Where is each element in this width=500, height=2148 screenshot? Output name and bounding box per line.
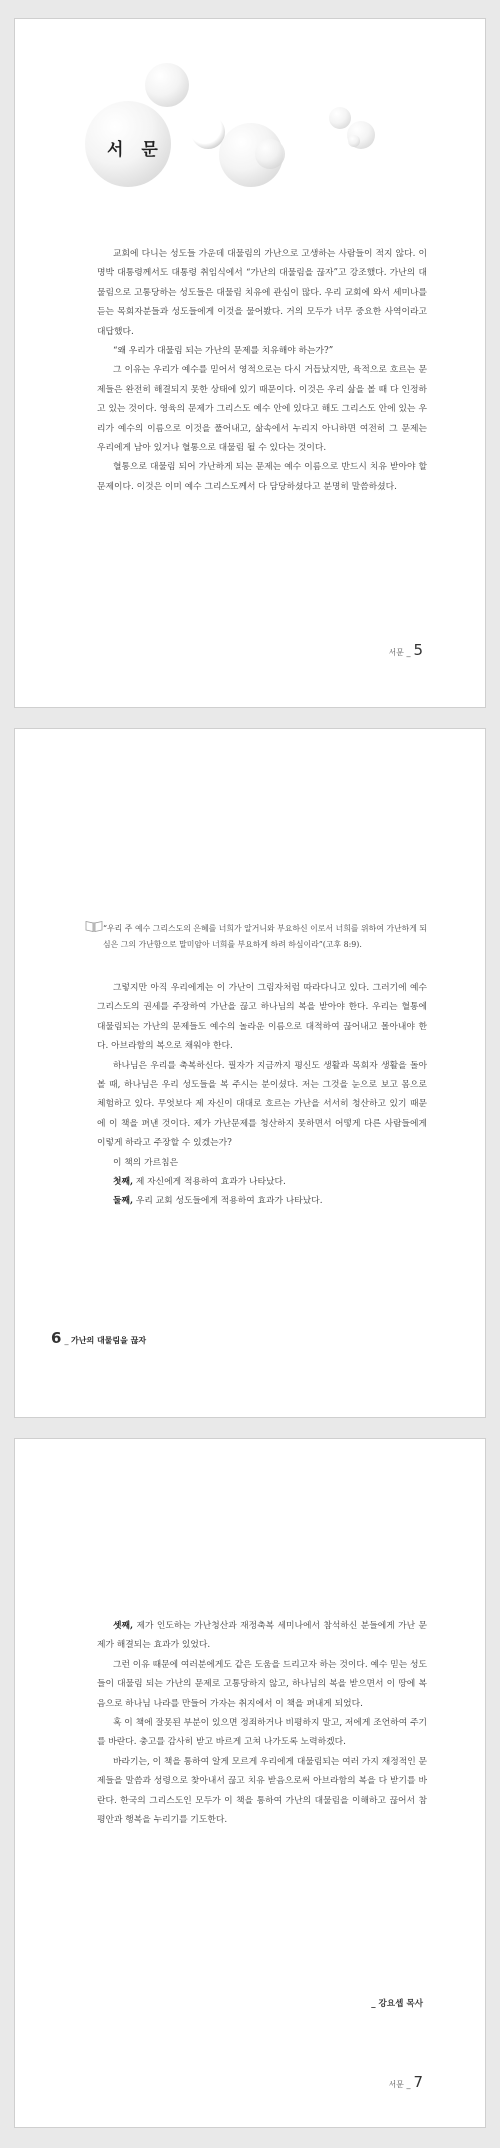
page-folio: 서문 _ 7 <box>388 2073 423 2091</box>
page-title: 서 문 <box>107 140 164 160</box>
folio-label: 서문 <box>388 648 404 657</box>
bubble-decoration <box>348 135 360 147</box>
list-lead: 둘째, <box>113 1196 134 1207</box>
paragraph-question: “왜 우리가 대물림 되는 가난의 문제를 치유해야 하는가?” <box>113 346 334 357</box>
list-item <box>97 1192 427 1211</box>
preface-body <box>97 979 427 1212</box>
paragraph: 그런 이유 때문에 여러분에게도 같은 도움을 드리고자 하는 것이다. 예수 믿는 성도들이 대물림 되는 가난의 문제로 고통당하지 않고, 하나님의 복을 받으면서 이 땅에 복음으로 하나님 나라를 만들어 가자는 취지에서 이 책을 펴내게 되었다. <box>97 1659 427 1709</box>
paragraph: 그렇지만 아직 우리에게는 이 가난이 그림자처럼 따라다니고 있다. 그러기에 예수 그리스도의 권세를 주장하여 가난을 끊고 하나님의 복을 받아야 한다. 우리는 혈통에 대물림되는 가난의 문제들도 예수의 놀라운 이름으로 대적하여 끊어내고 몰아내야 한다. 아브라함의 복으로 채워야 한다. <box>97 983 427 1052</box>
folio-label: 서문 <box>388 2080 404 2089</box>
page-number: 7 <box>413 2073 423 2091</box>
paragraph: 혹 이 책에 잘못된 부분이 있으면 정죄하거나 비평하지 말고, 저에게 조언하여 주기를 바란다. 충고를 감사히 받고 바르게 고쳐 나가도록 노력하겠다. <box>97 1718 427 1748</box>
page-number: 5 <box>413 641 423 659</box>
paragraph: 혈통으로 대물림 되어 가난하게 되는 문제는 예수 이름으로 반드시 치유 받아야 할 문제이다. 이것은 이미 예수 그리스도께서 다 담당하셨다고 분명히 말씀하셨다. <box>97 462 427 492</box>
page-preface-3 <box>14 1438 486 2128</box>
list-text: 우리 교회 성도들에게 적용하여 효과가 나타났다. <box>133 1196 323 1207</box>
paragraph: 바라기는, 이 책을 통하여 알게 모르게 우리에게 대물림되는 여러 가지 재정적인 문제들을 말씀과 성령으로 찾아내서 끊고 치유 받음으로써 아브라함의 복을 다 받기를 바란다. 한국의 그리스도인 모두가 이 책을 통하여 가난의 대물림을 이해하고 끊어서 참 평안과 행복을 누리기를 기도한다. <box>97 1756 427 1826</box>
bubble-decoration <box>145 63 189 107</box>
page-preface-2 <box>14 728 486 1418</box>
author-signature: _ 강요셉 목사 <box>371 1999 423 2009</box>
list-text: 제 자신에게 적용하여 효과가 나타났다. <box>133 1177 286 1188</box>
open-book-icon <box>85 919 103 933</box>
book-title: 가난의 대물림을 끊자 <box>70 1336 147 1345</box>
list-lead: 첫째, <box>113 1177 134 1188</box>
paragraph: 그 이유는 우리가 예수를 믿어서 영적으로는 다시 거듭났지만, 육적으로 흐르는 문제들은 완전히 해결되지 못한 상태에 있기 때문이다. 이것은 우리 삶을 볼 때 다 인정하고 있는 것이다. 영육의 문제가 그리스도 예수 안에 있다고 해도 그리스도 안에 있는 우리가 예수의 이름으로 이것을 풀어내고, 삶속에서 누리지 아니하면 여전히 그 문제는 우리에게 남아 있거나 혈통으로 대물림 될 수 있다는 것이다. <box>97 365 427 454</box>
page-folio: 6 _ 가난의 대물림을 끊자 <box>51 1329 147 1347</box>
list-item <box>97 1617 427 1656</box>
bubble-decoration <box>329 107 351 129</box>
paragraph: 교회에 다니는 성도들 가운데 대물림의 가난으로 고생하는 사람들이 적지 않다. 이명박 대통령께서도 대통령 취임식에서 “가난의 대물림을 끊자”고 강조했다. 가난의 대물림으로 고통당하는 성도들은 대물림 치유에 관심이 많다. 우리 교회에 와서 세미나를 듣는 목회자분들과 성도들에게 이것을 물어봤다. 거의 모두가 너무 중요한 사역이라고 대답했다. <box>97 249 427 337</box>
page-preface-1 <box>14 18 486 708</box>
list-item <box>97 1173 427 1192</box>
preface-body <box>97 245 427 497</box>
paragraph: 이 책의 가르침은 <box>113 1157 179 1168</box>
preface-body <box>97 1617 427 1830</box>
page-number: 6 <box>51 1329 62 1347</box>
scripture-quote: “우리 주 예수 그리스도의 은혜를 너희가 알거니와 부요하신 이로서 너희를 위하여 가난하게 되심은 그의 가난함으로 말미암아 너희를 부요하게 하려 하심이라”(고후 8:9). <box>103 924 427 949</box>
list-text: 제가 인도하는 가난청산과 재정축복 세미나에서 참석하신 분들에게 가난 문제가 해결되는 효과가 있었다. <box>97 1621 427 1651</box>
list-lead: 셋째, <box>113 1621 134 1631</box>
page-folio: 서문 _ 5 <box>388 641 423 659</box>
paragraph: 하나님은 우리를 축복하신다. 필자가 지금까지 평신도 생활과 목회자 생활을 돌아 볼 때, 하나님은 우리 성도들을 복 주시는 분이셨다. 저는 그것을 눈으로 보고 몸으로 체험하고 있다. 무엇보다 제 자신이 대대로 흐르는 가난을 서서히 청산하고 있기 때문에 이 책을 펴낸 것이다. 제가 가난문제를 청산하지 못하면서 어떻게 다른 사람들에게 이렇게 하라고 주장할 수 있겠는가? <box>97 1060 427 1149</box>
bubble-decoration <box>255 139 285 169</box>
